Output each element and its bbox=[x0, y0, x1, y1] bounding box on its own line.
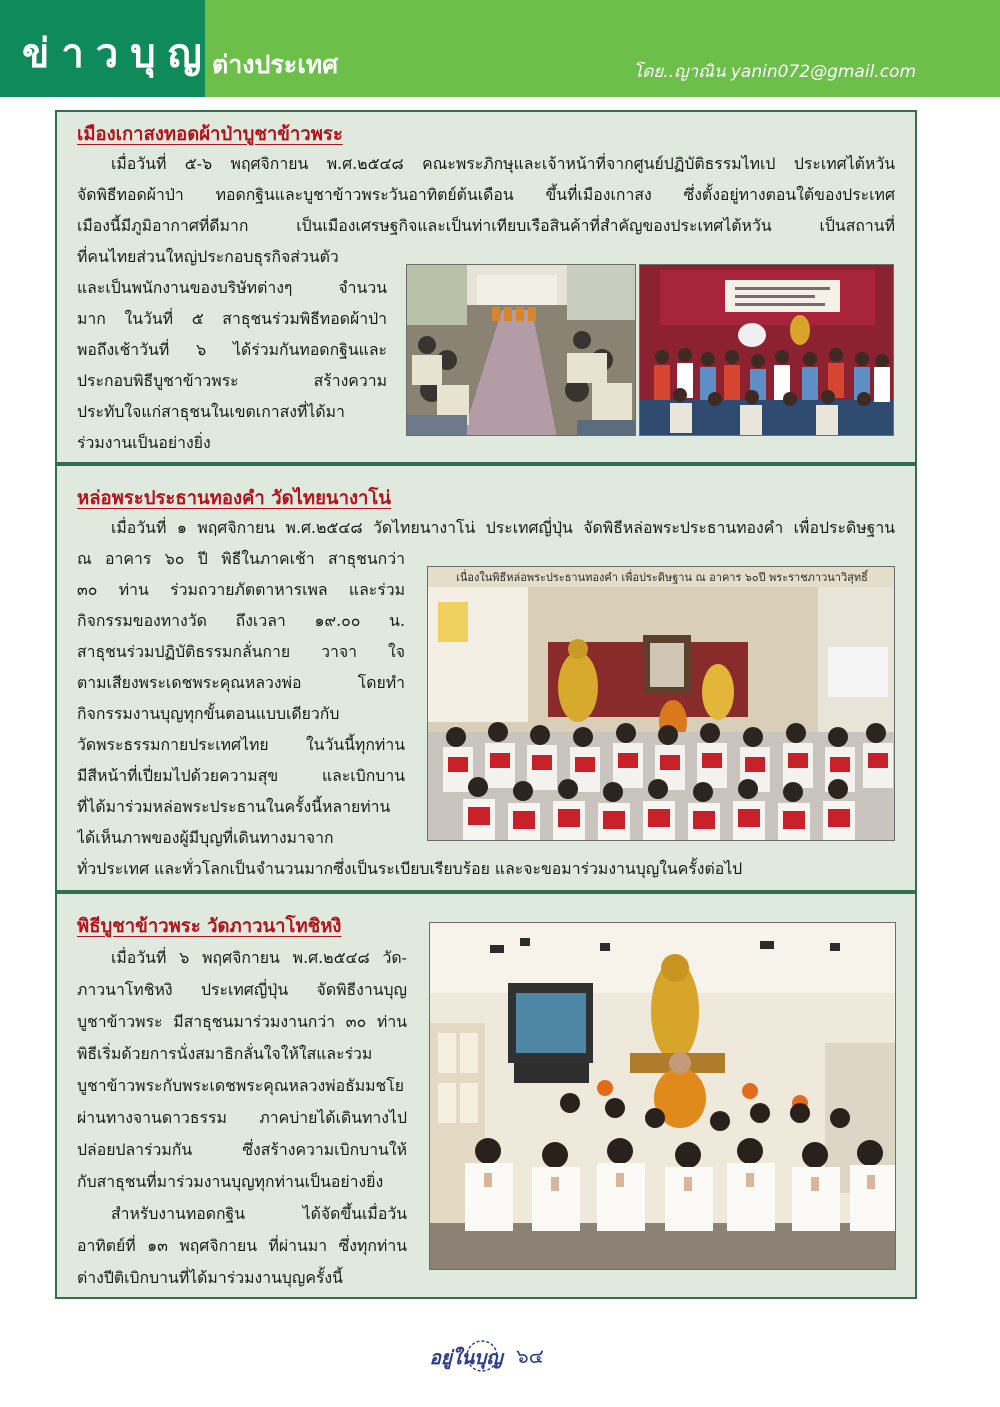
article-line: ประกอบพิธีบูชาข้าวพระ สร้างความ bbox=[77, 371, 387, 390]
article-line: ประทับใจแก่สาธุชนในเขตเกาสงที่ได้มา bbox=[77, 402, 345, 421]
article-title: พิธีบูชาข้าวพระ วัดภาวนาโทชิหงิ bbox=[77, 916, 342, 937]
logo-text: อยู่ในบุญ bbox=[429, 1347, 503, 1369]
article-line: กิจกรรมของทางวัด ถึงเวลา ๑๙.๐๐ น. bbox=[77, 611, 405, 630]
article-line: เมืองนี้มีภูมิอากาศที่ดีมาก เป็นเมืองเศรษฐกิจและเป็นท่าเทียบเรือสินค้าที่สำคัญของประเทศไต้หวัน เป็นสถานที่ bbox=[77, 216, 895, 235]
article-line: และเป็นพนักงานของบริษัทต่างๆ จำนวน bbox=[77, 278, 387, 297]
article-line: บูชาข้าวพระกับพระเดชพระคุณหลวงพ่อธัมมชโย bbox=[77, 1076, 405, 1095]
article-line: พอถึงเช้าวันที่ ๖ ได้ร่วมกันทอดกฐินและ bbox=[77, 340, 387, 359]
article-line: ผ่านทางจานดาวธรรม ภาคบ่ายได้เดินทางไป bbox=[77, 1108, 407, 1127]
magazine-logo bbox=[420, 1338, 512, 1374]
page-number: ๖๔ bbox=[516, 1344, 544, 1368]
article-line: เมื่อวันที่ ๖ พฤศจิกายน พ.ศ.๒๕๔๘ วัด- bbox=[111, 948, 407, 967]
article-nagano bbox=[55, 464, 917, 892]
kaohsiung-group-photo bbox=[639, 264, 894, 436]
article-title: เมืองเกาสงทอดผ้าป่าบูชาข้าวพระ bbox=[77, 124, 343, 145]
article-line: ปล่อยปลาร่วมกัน ซึ่งสร้างความเบิกบานให้ bbox=[77, 1140, 407, 1159]
article-line: ได้เห็นภาพของผู้มีบุญที่เดินทางมาจาก bbox=[77, 828, 334, 847]
article-line: สาธุชนร่วมปฏิบัติธรรมกลั่นกาย วาจา ใจ bbox=[77, 642, 405, 661]
article-line: อาทิตย์ที่ ๑๓ พฤศจิกายน ที่ผ่านมา ซึ่งทุกท่าน bbox=[77, 1236, 407, 1255]
temple-rice-offering-photo bbox=[429, 922, 896, 1270]
article-line: บูชาข้าวพระ มีสาธุชนมาร่วมงานกว่า ๓๐ ท่าน bbox=[77, 1012, 407, 1031]
article-line: มาก ในวันที่ ๕ สาธุชนร่วมพิธีทอดผ้าป่า bbox=[77, 309, 387, 328]
article-tochigi bbox=[55, 892, 917, 1299]
article-line: ที่คนไทยส่วนใหญ่ประกอบธุรกิจส่วนตัว bbox=[77, 247, 339, 266]
article-kaohsiung bbox=[55, 110, 917, 464]
article-line: เมื่อวันที่ ๑ พฤศจิกายน พ.ศ.๒๕๔๘ วัดไทยนางาโน่ ประเทศญี่ปุ่น จัดพิธีหล่อพระประธานทองคำ เพื่อประดิษฐาน bbox=[111, 518, 895, 537]
article-line: วัดพระธรรมกายประเทศไทย ในวันนี้ทุกท่าน bbox=[77, 735, 405, 754]
article-line: ร่วมงานเป็นอย่างยิ่ง bbox=[77, 433, 211, 452]
article-line: ที่ได้มาร่วมหล่อพระประธานในครั้งนี้หลายท่าน bbox=[77, 797, 391, 816]
article-line: มีสีหน้าที่เปี่ยมไปด้วยความสุข และเบิกบาน bbox=[77, 766, 405, 785]
section-subtitle: ต่างประเทศ bbox=[212, 50, 339, 79]
article-line: กับสาธุชนที่มาร่วมงานบุญทุกท่านเป็นอย่างยิ่ง bbox=[77, 1172, 384, 1191]
golden-buddha-casting-photo bbox=[427, 566, 895, 841]
photo-banner-text: เนื่องในพิธีหล่อพระประธานทองคำ เพื่อประดิษฐาน ณ อาคาร ๖๐ปี พระราชภาวนาวิสุทธิ์ bbox=[456, 571, 868, 584]
article-line: สำหรับงานทอดกฐิน ได้จัดขึ้นเมื่อวัน bbox=[111, 1204, 407, 1223]
article-line: ๓๐ ท่าน ร่วมถวายภัตตาหารเพล และร่วม bbox=[77, 580, 405, 599]
article-line: ทั่วประเทศ และทั่วโลกเป็นจำนวนมากซึ่งเป็นระเบียบเรียบร้อย และจะขอมาร่วมงานบุญในครั้งต่อไป bbox=[77, 859, 743, 878]
ceremony-walkway-photo bbox=[406, 264, 636, 436]
article-line: เมื่อวันที่ ๕-๖ พฤศจิกายน พ.ศ.๒๕๔๘ คณะพระภิกษุและเจ้าหน้าที่จากศูนย์ปฏิบัติธรรมไทเป ประเทศไต้หวัน bbox=[111, 154, 895, 173]
article-line: กิจกรรมงานบุญทุกขั้นตอนแบบเดียวกับ bbox=[77, 704, 340, 723]
section-title: ข่าวบุญ bbox=[22, 31, 214, 77]
article-line: ณ อาคาร ๖๐ ปี พิธีในภาคเช้า สาธุชนกว่า bbox=[77, 549, 405, 568]
article-line: ภาวนาโทชิหงิ ประเทศญี่ปุ่น จัดพิธีงานบุญ bbox=[77, 980, 407, 999]
author-byline: โดย..ญาณิน yanin072@gmail.com bbox=[633, 62, 916, 82]
article-line: ต่างปีติเบิกบานที่ได้มาร่วมงานบุญครั้งนี้ bbox=[77, 1268, 343, 1287]
article-line: จัดพิธีทอดผ้าป่า ทอดกฐินและบูชาข้าวพระวันอาทิตย์ต้นเดือน ขึ้นที่เมืองเกาสง ซึ่งตั้งอยู่ทางตอนใต้ของประเทศ bbox=[77, 185, 895, 204]
article-line: ตามเสียงพระเดชพระคุณหลวงพ่อ โดยทำ bbox=[77, 673, 405, 692]
article-line: พิธีเริ่มด้วยการนั่งสมาธิกลั่นใจให้ใสและร่วม bbox=[77, 1044, 373, 1063]
page-footer bbox=[420, 1338, 560, 1374]
article-title: หล่อพระประธานทองคำ วัดไทยนางาโน่ bbox=[77, 488, 391, 509]
